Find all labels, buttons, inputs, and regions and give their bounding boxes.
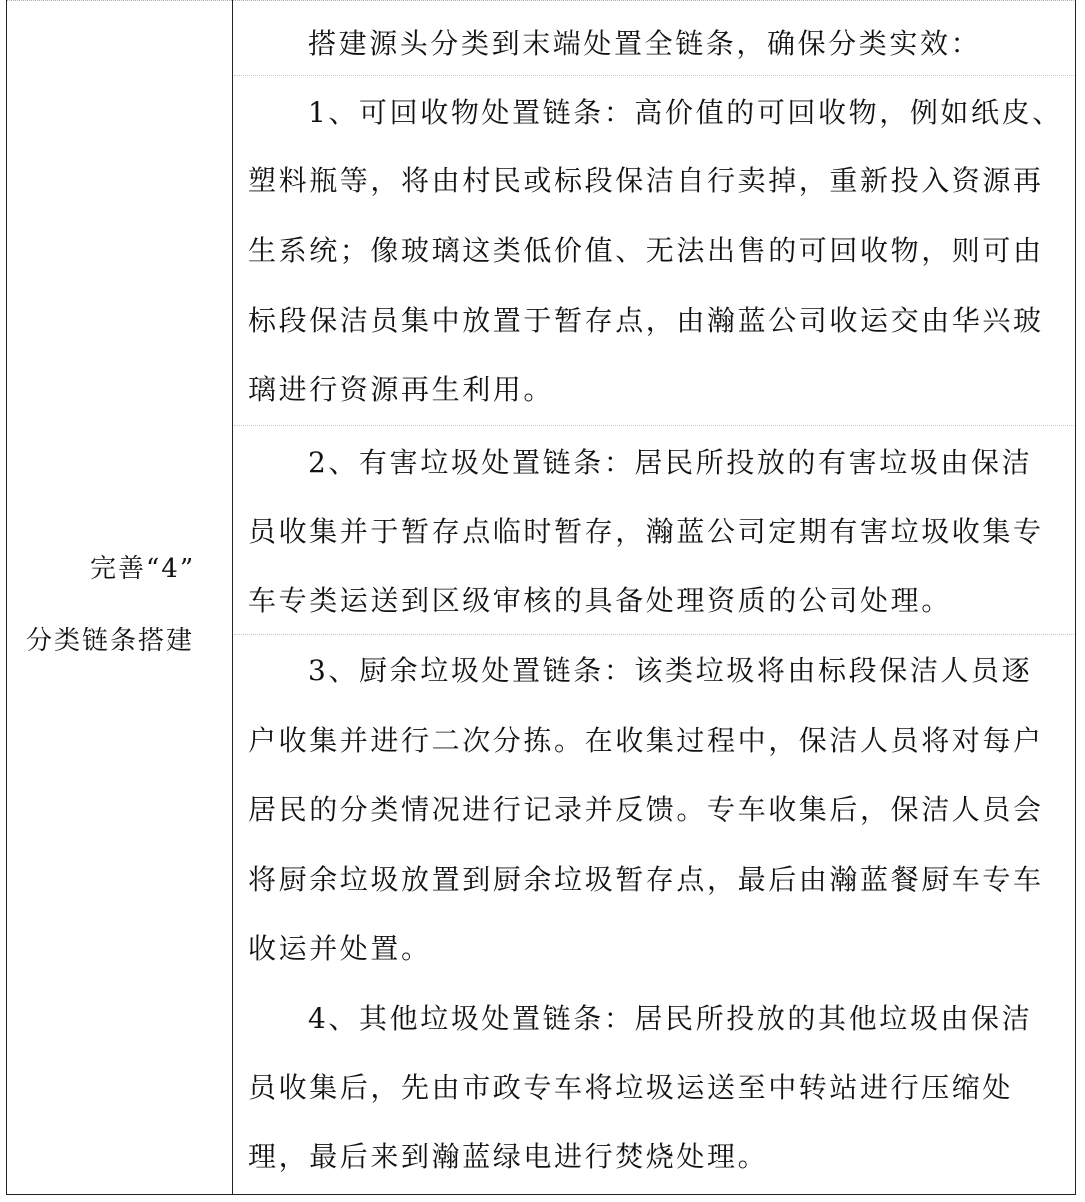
row-separator — [234, 75, 1074, 76]
intro-text: 搭建源头分类到末端处置全链条，确保分类实效： — [308, 27, 982, 60]
paragraph-line: 璃进行资源再生利用。 — [248, 373, 555, 406]
paragraph-line: 2、有害垃圾处置链条：居民所投放的有害垃圾由保洁 — [308, 446, 1033, 479]
paragraph-line: 居民的分类情况进行记录并反馈。专车收集后，保洁人员会 — [248, 793, 1044, 826]
paragraph-line: 4、其他垃圾处置链条：居民所投放的其他垃圾由保洁 — [308, 1002, 1033, 1035]
row-header-line-1: 完善“4” — [90, 554, 196, 584]
paragraph-line: 3、厨余垃圾处置链条：该类垃圾将由标段保洁人员逐 — [308, 654, 1033, 687]
column-divider — [232, 0, 233, 1194]
row-header-cell — [8, 0, 232, 1194]
paragraph-line: 1、可回收物处置链条：高价值的可回收物，例如纸皮、 — [308, 96, 1063, 129]
paragraph-line: 车专类运送到区级审核的具备处理资质的公司处理。 — [248, 584, 952, 617]
row-separator — [234, 425, 1074, 426]
row-separator — [234, 634, 1074, 635]
paragraph-line: 将厨余垃圾放置到厨余垃圾暂存点，最后由瀚蓝餐厨车专车 — [248, 863, 1044, 896]
paragraph-line: 标段保洁员集中放置于暂存点，由瀚蓝公司收运交由华兴玻 — [248, 304, 1044, 337]
paragraph-line: 理，最后来到瀚蓝绿电进行焚烧处理。 — [248, 1140, 769, 1173]
paragraph-line: 员收集后，先由市政专车将垃圾运送至中转站进行压缩处 — [248, 1071, 1014, 1104]
paragraph-line: 户收集并进行二次分拣。在收集过程中，保洁人员将对每户 — [248, 724, 1044, 757]
paragraph-line: 员收集并于暂存点临时暂存，瀚蓝公司定期有害垃圾收集专 — [248, 515, 1044, 548]
paragraph-line: 收运并处置。 — [248, 932, 432, 965]
row-header-line-2: 分类链条搭建 — [26, 626, 195, 656]
paragraph-line: 生系统；像玻璃这类低价值、无法出售的可回收物，则可由 — [248, 234, 1044, 267]
paragraph-line: 塑料瓶等，将由村民或标段保洁自行卖掉，重新投入资源再 — [248, 164, 1044, 197]
